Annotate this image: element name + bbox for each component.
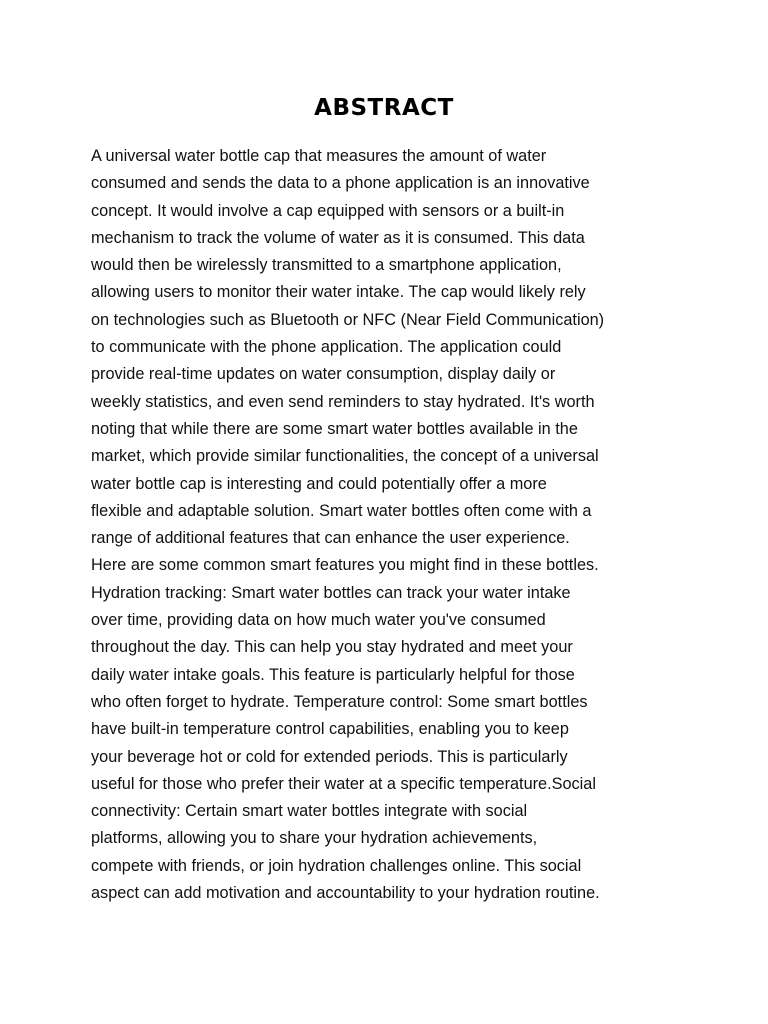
abstract-paragraph <box>91 143 691 907</box>
paragraph-line: your beverage hot or cold for extended periods. This is particularly <box>91 747 568 766</box>
paragraph-line: allowing users to monitor their water intake. The cap would likely rely <box>91 283 586 302</box>
paragraph-line: concept. It would involve a cap equipped with sensors or a built-in <box>91 201 565 220</box>
paragraph-line: Hydration tracking: Smart water bottles can track your water intake <box>91 583 571 602</box>
paragraph-line: useful for those who prefer their water at a specific temperature.Social <box>91 774 596 793</box>
paragraph-line: flexible and adaptable solution. Smart water bottles often come with a <box>91 501 592 520</box>
paragraph-line: compete with friends, or join hydration challenges online. This social <box>91 856 582 875</box>
paragraph-line: platforms, allowing you to share your hydration achievements, <box>91 829 538 848</box>
paragraph-line: noting that while there are some smart water bottles available in the <box>91 419 578 438</box>
paragraph-line: throughout the day. This can help you stay hydrated and meet your <box>91 638 573 657</box>
paragraph-line: who often forget to hydrate. Temperature control: Some smart bottles <box>91 692 588 711</box>
paragraph-line: on technologies such as Bluetooth or NFC (Near Field Communication) <box>91 310 605 329</box>
paragraph-line: would then be wirelessly transmitted to a smartphone application, <box>91 256 562 275</box>
page-title: ABSTRACT <box>314 95 454 121</box>
paragraph-line: aspect can add motivation and accountability to your hydration routine. <box>91 884 600 903</box>
paragraph-line: consumed and sends the data to a phone application is an innovative <box>91 174 590 193</box>
paragraph-line: have built-in temperature control capabilities, enabling you to keep <box>91 720 569 739</box>
paragraph-line: daily water intake goals. This feature is particularly helpful for those <box>91 665 575 684</box>
paragraph-line: weekly statistics, and even send reminders to stay hydrated. It's worth <box>91 392 595 411</box>
paragraph-line: market, which provide similar functionalities, the concept of a universal <box>91 447 599 466</box>
paragraph-line: Here are some common smart features you might find in these bottles. <box>91 556 599 575</box>
paragraph-line: to communicate with the phone application. The application could <box>91 338 562 357</box>
paragraph-line: over time, providing data on how much water you've consumed <box>91 611 546 630</box>
paragraph-line: provide real-time updates on water consumption, display daily or <box>91 365 556 384</box>
paragraph-line: mechanism to track the volume of water as it is consumed. This data <box>91 228 585 247</box>
paragraph-line: water bottle cap is interesting and could potentially offer a more <box>91 474 547 493</box>
paragraph-line: connectivity: Certain smart water bottles integrate with social <box>91 802 528 821</box>
paragraph-line: range of additional features that can enhance the user experience. <box>91 529 570 548</box>
paragraph-line: A universal water bottle cap that measures the amount of water <box>91 147 547 165</box>
